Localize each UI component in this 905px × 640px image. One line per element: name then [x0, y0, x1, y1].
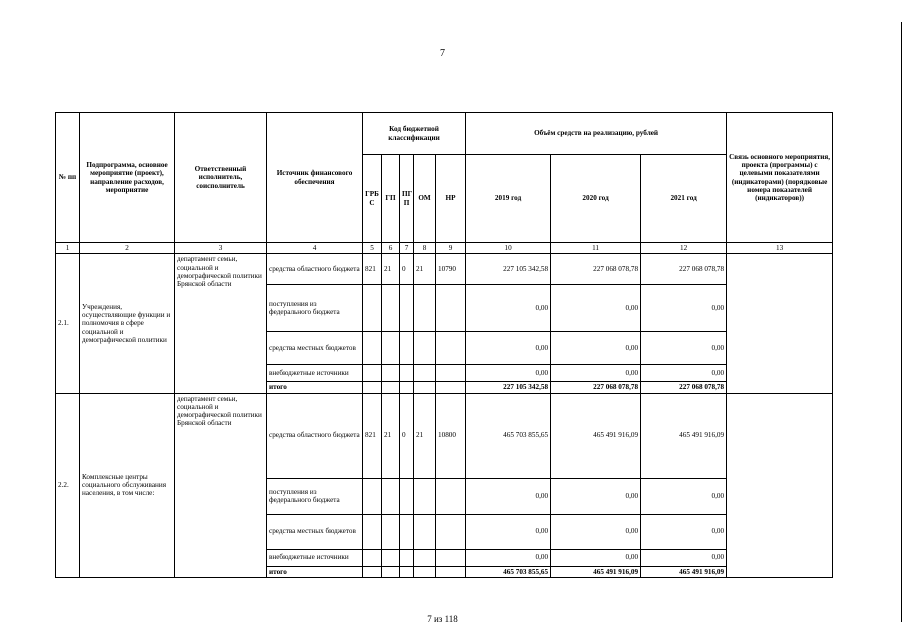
header-gp: ГП: [382, 155, 400, 243]
source-cell: внебюджетные источники: [267, 365, 363, 382]
header-nr: НР: [436, 155, 466, 243]
table-row: [56, 254, 833, 285]
gp-cell: [382, 478, 400, 514]
col-index-cell: 4: [267, 243, 363, 254]
header-no: № пп: [56, 113, 80, 243]
col-index-cell: 6: [382, 243, 400, 254]
col-index-cell: 12: [641, 243, 727, 254]
amount-2021: 0,00: [641, 365, 727, 382]
col-index-cell: 2: [80, 243, 175, 254]
col-index-cell: 5: [363, 243, 382, 254]
col-index-cell: 8: [414, 243, 436, 254]
total-label: итого: [267, 566, 363, 577]
nr-cell: [436, 514, 466, 549]
col-index-cell: 1: [56, 243, 80, 254]
amount-2020: 0,00: [551, 549, 641, 566]
row-number: 2.1.: [56, 254, 80, 393]
total-2021: 227 068 078,78: [641, 382, 727, 393]
column-index-row: [56, 243, 833, 254]
executor-name: департамент семьи, социальной и демографической политики Брянской области: [175, 393, 267, 577]
nr-cell: [436, 332, 466, 365]
header-budget-code: Код бюджетной классификации: [363, 113, 466, 155]
amount-2020: 0,00: [551, 478, 641, 514]
nr-cell: [436, 285, 466, 332]
amount-2019: 0,00: [466, 285, 551, 332]
amount-2020: 0,00: [551, 514, 641, 549]
pgp-cell: 0: [400, 254, 414, 285]
total-2019: 465 703 855,65: [466, 566, 551, 577]
gp-cell: [382, 332, 400, 365]
link-cell: [727, 393, 833, 577]
table-row: [56, 393, 833, 478]
nr-cell: [436, 365, 466, 382]
grbs-cell: [363, 514, 382, 549]
amount-2019: 0,00: [466, 365, 551, 382]
col-index-cell: 11: [551, 243, 641, 254]
om-cell: [414, 365, 436, 382]
amount-2021: 0,00: [641, 549, 727, 566]
amount-2020: 227 068 078,78: [551, 254, 641, 285]
pgp-cell: [400, 365, 414, 382]
header-2019: 2019 год: [466, 155, 551, 243]
om-cell: 21: [414, 393, 436, 478]
program-name: Учреждения, осуществляющие функции и полномочия в сфере социальной и демографической политики: [80, 254, 175, 393]
header-pgp: ПГ П: [400, 155, 414, 243]
header-executor: Ответственный исполнитель, соисполнитель: [175, 113, 267, 243]
amount-2021: 0,00: [641, 285, 727, 332]
header-source: Источник финансового обеспечения: [267, 113, 363, 243]
row-number: 2.2.: [56, 393, 80, 577]
source-cell: поступления из федерального бюджета: [267, 285, 363, 332]
grbs-cell: 821: [363, 393, 382, 478]
col-index-cell: 10: [466, 243, 551, 254]
grbs-cell: [363, 549, 382, 566]
om-cell: [414, 332, 436, 365]
header-amount: Объём средств на реализацию, рублей: [466, 113, 727, 155]
pgp-cell: [400, 514, 414, 549]
amount-2019: 465 703 855,65: [466, 393, 551, 478]
amount-2021: 0,00: [641, 478, 727, 514]
page-number: 7: [440, 48, 445, 59]
total-2020: 465 491 916,09: [551, 566, 641, 577]
gp-cell: [382, 365, 400, 382]
amount-2019: 0,00: [466, 478, 551, 514]
gp-cell: 21: [382, 254, 400, 285]
pgp-cell: [400, 478, 414, 514]
page-edge-line: [901, 22, 902, 622]
om-cell: [414, 478, 436, 514]
amount-2021: 227 068 078,78: [641, 254, 727, 285]
source-cell: внебюджетные источники: [267, 549, 363, 566]
amount-2020: 0,00: [551, 285, 641, 332]
source-cell: средства местных бюджетов: [267, 514, 363, 549]
col-index-cell: 13: [727, 243, 833, 254]
amount-2019: 0,00: [466, 332, 551, 365]
source-cell: средства областного бюджета: [267, 393, 363, 478]
header-om: ОМ: [414, 155, 436, 243]
header-link: Связь основного мероприятия, проекта (программы) с целевыми показателями (индикаторами) (порядковые номера показателей (индикаторов)): [727, 113, 833, 243]
page-footer: 7 из 118: [427, 614, 458, 624]
grbs-cell: [363, 365, 382, 382]
header-grbs: ГРБ С: [363, 155, 382, 243]
pgp-cell: [400, 285, 414, 332]
total-2020: 227 068 078,78: [551, 382, 641, 393]
gp-cell: [382, 514, 400, 549]
amount-2021: 0,00: [641, 332, 727, 365]
grbs-cell: [363, 332, 382, 365]
gp-cell: [382, 549, 400, 566]
grbs-cell: 821: [363, 254, 382, 285]
om-cell: [414, 285, 436, 332]
om-cell: 21: [414, 254, 436, 285]
amount-2021: 465 491 916,09: [641, 393, 727, 478]
amount-2019: 227 105 342,58: [466, 254, 551, 285]
total-label: итого: [267, 382, 363, 393]
gp-cell: 21: [382, 393, 400, 478]
col-index-cell: 7: [400, 243, 414, 254]
om-cell: [414, 514, 436, 549]
amount-2021: 0,00: [641, 514, 727, 549]
nr-cell: [436, 478, 466, 514]
link-cell: [727, 254, 833, 393]
program-name: Комплексные центры социального обслуживания населения, в том числе:: [80, 393, 175, 577]
amount-2020: 0,00: [551, 365, 641, 382]
amount-2019: 0,00: [466, 549, 551, 566]
pgp-cell: [400, 332, 414, 365]
source-cell: средства областного бюджета: [267, 254, 363, 285]
pgp-cell: 0: [400, 393, 414, 478]
header-2020: 2020 год: [551, 155, 641, 243]
executor-name: департамент семьи, социальной и демографической политики Брянской области: [175, 254, 267, 393]
total-2019: 227 105 342,58: [466, 382, 551, 393]
budget-table: [55, 112, 833, 578]
nr-cell: [436, 549, 466, 566]
amount-2020: 465 491 916,09: [551, 393, 641, 478]
col-index-cell: 3: [175, 243, 267, 254]
source-cell: средства местных бюджетов: [267, 332, 363, 365]
grbs-cell: [363, 285, 382, 332]
om-cell: [414, 549, 436, 566]
total-2021: 465 491 916,09: [641, 566, 727, 577]
gp-cell: [382, 285, 400, 332]
amount-2019: 0,00: [466, 514, 551, 549]
col-index-cell: 9: [436, 243, 466, 254]
amount-2020: 0,00: [551, 332, 641, 365]
source-cell: поступления из федерального бюджета: [267, 478, 363, 514]
pgp-cell: [400, 549, 414, 566]
grbs-cell: [363, 478, 382, 514]
nr-cell: 10800: [436, 393, 466, 478]
nr-cell: 10790: [436, 254, 466, 285]
header-2021: 2021 год: [641, 155, 727, 243]
header-program: Подпрограмма, основное мероприятие (проект), направление расходов, мероприятие: [80, 113, 175, 243]
